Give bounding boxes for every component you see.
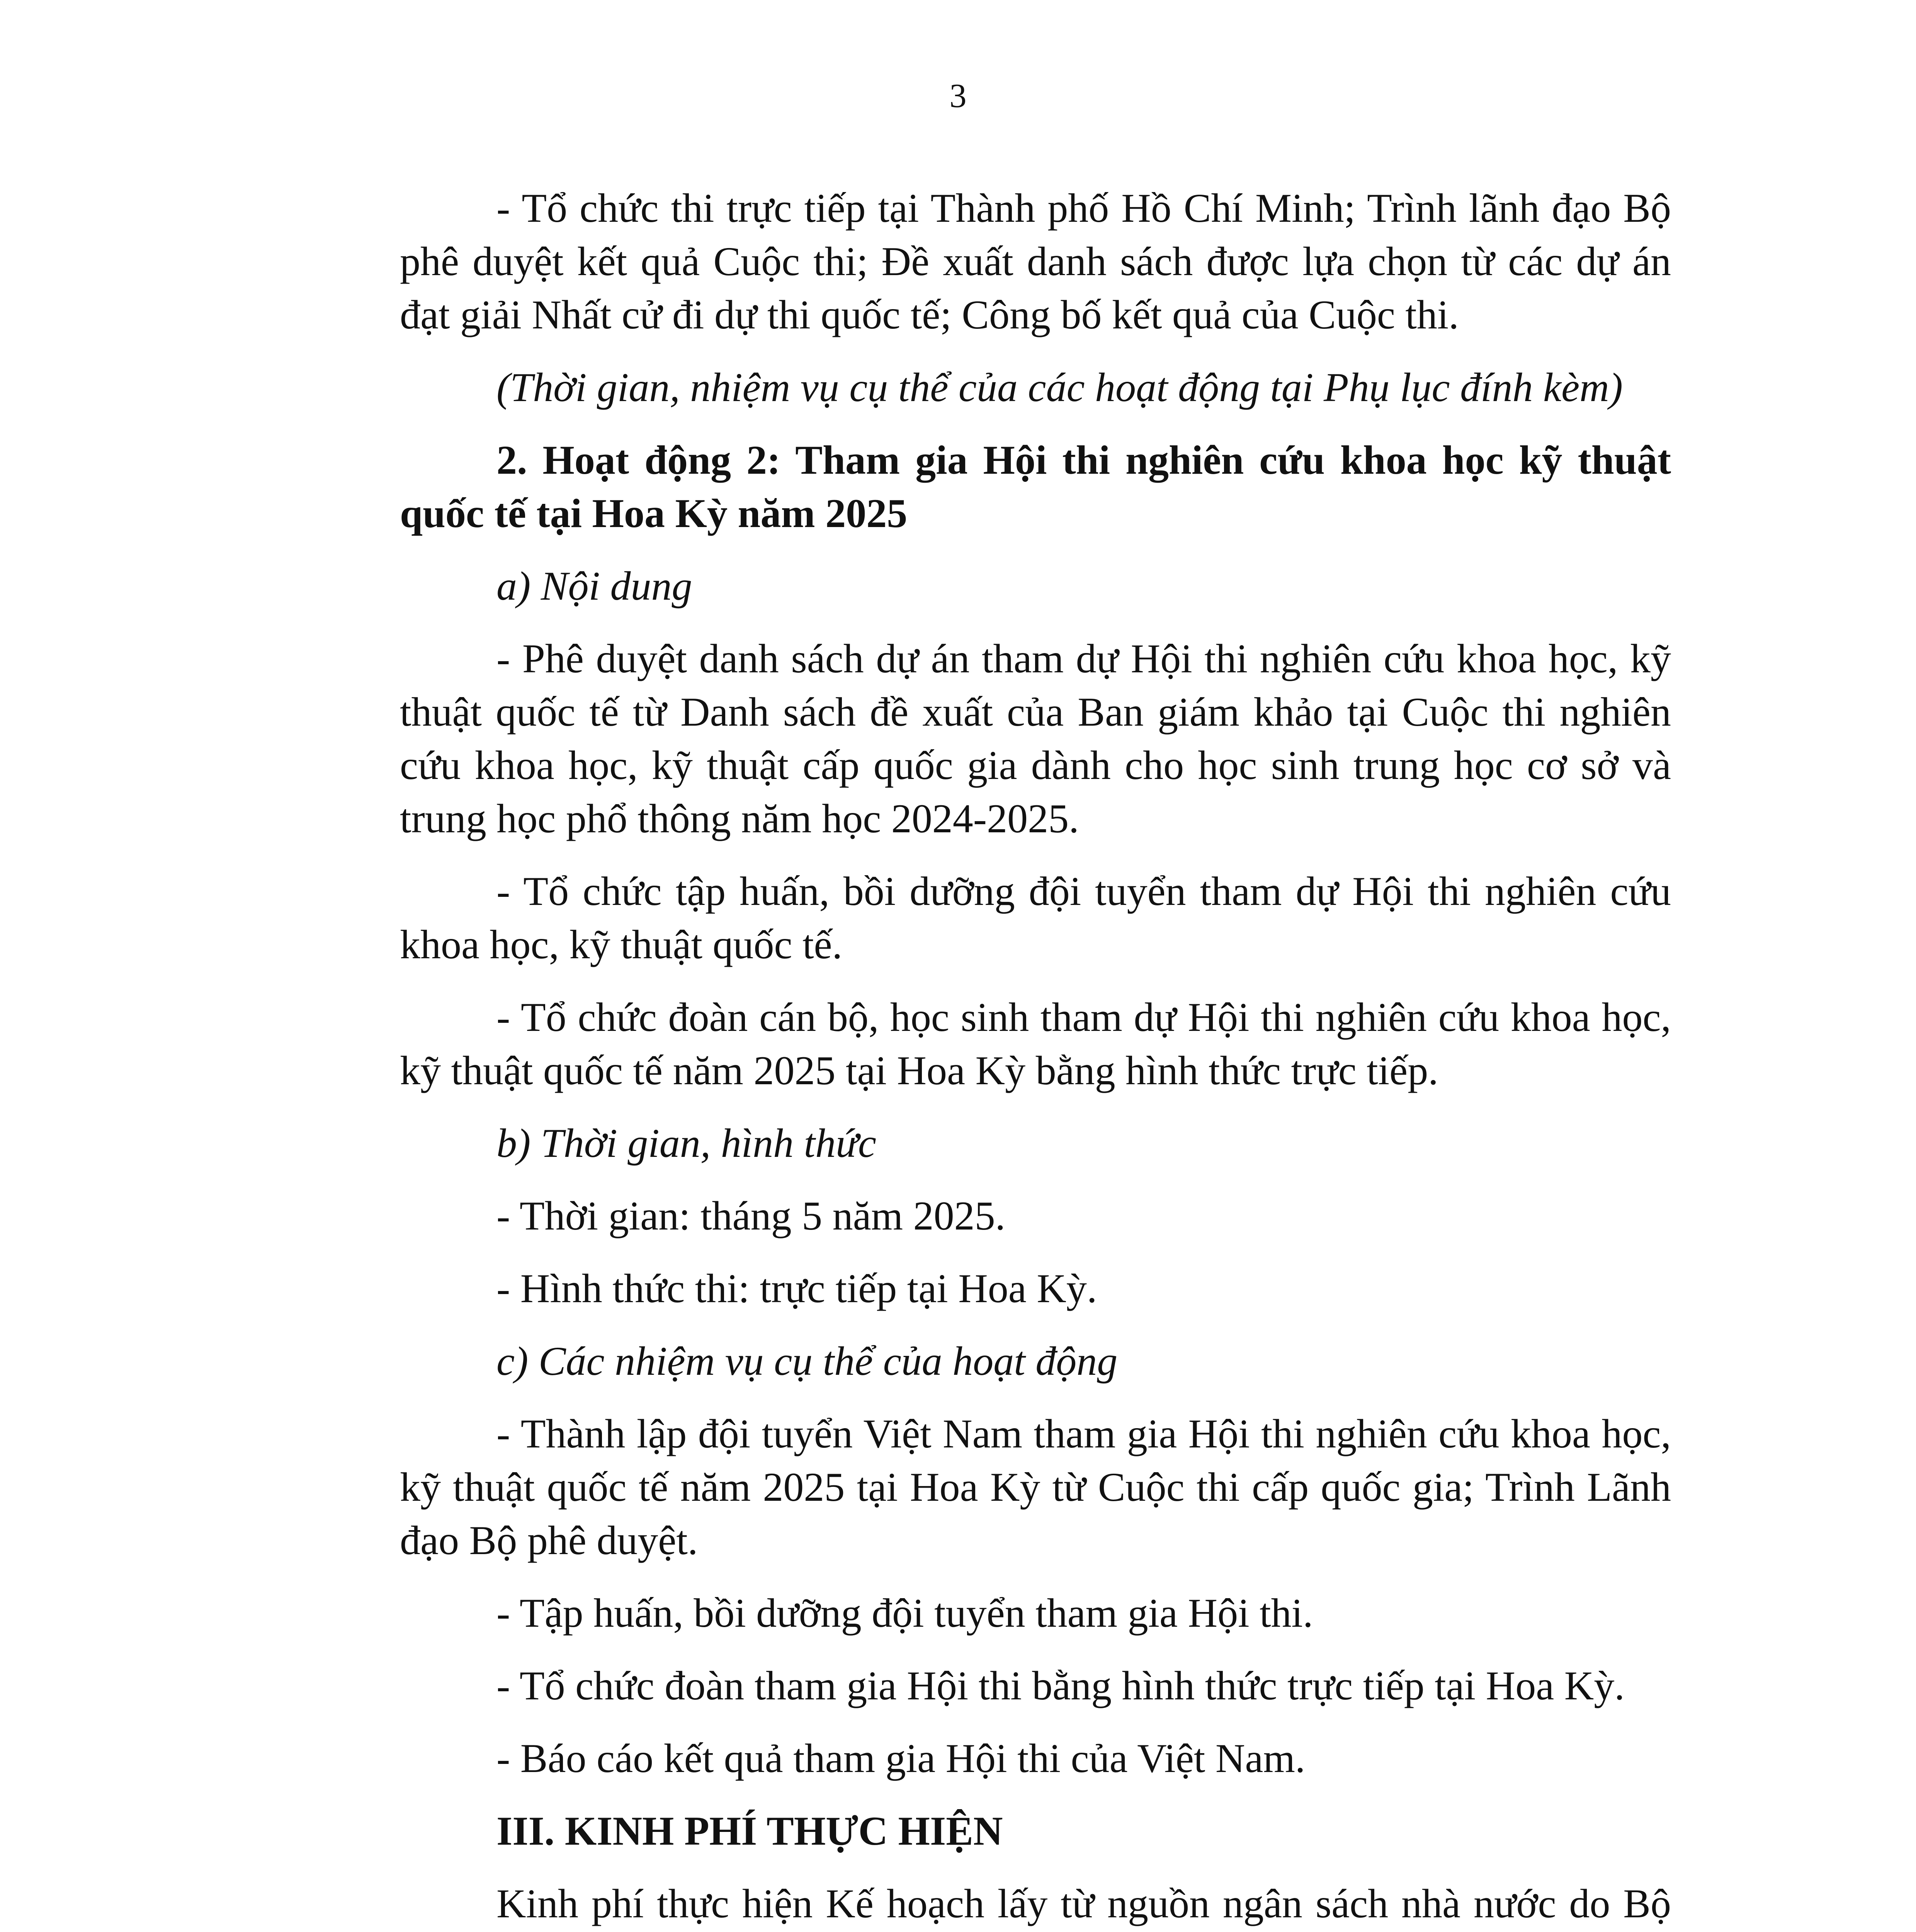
bullet-paragraph: - Tổ chức tập huấn, bồi dưỡng đội tuyển tham dự Hội thi nghiên cứu khoa học, kỹ thuật quốc tế. <box>400 869 1671 967</box>
subsection-tasks-heading: c) Các nhiệm vụ cụ thể của hoạt động <box>496 1338 1118 1384</box>
bullet-paragraph: - Tổ chức thi trực tiếp tại Thành phố Hồ Chí Minh; Trình lãnh đạo Bộ phê duyệt kết quả Cuộc thi; Đề xuất danh sách được lựa chọn từ các dự án đạt giải Nhất cử đi dự thi quốc tế; Công bố kết quả của Cuộc thi. <box>400 185 1671 337</box>
bullet-paragraph: - Báo cáo kết quả tham gia Hội thi của Việt Nam. <box>496 1736 1306 1781</box>
bullet-paragraph: - Thành lập đội tuyển Việt Nam tham gia Hội thi nghiên cứu khoa học, kỹ thuật quốc tế năm 2025 tại Hoa Kỳ từ Cuộc thi cấp quốc gia; Trình Lãnh đạo Bộ phê duyệt. <box>400 1411 1671 1563</box>
bullet-paragraph: - Hình thức thi: trực tiếp tại Hoa Kỳ. <box>496 1266 1097 1311</box>
bullet-paragraph: - Tổ chức đoàn tham gia Hội thi bằng hình thức trực tiếp tại Hoa Kỳ. <box>496 1663 1625 1708</box>
bullet-paragraph: - Tập huấn, bồi dưỡng đội tuyển tham gia Hội thi. <box>496 1590 1313 1636</box>
body-paragraph: Kinh phí thực hiện Kế hoạch lấy từ nguồn ngân sách nhà nước do Bộ <box>496 1881 1671 1926</box>
bullet-paragraph: - Thời gian: tháng 5 năm 2025. <box>496 1193 1006 1238</box>
subsection-content-heading: a) Nội dung <box>496 563 692 609</box>
note-paragraph: (Thời gian, nhiệm vụ cụ thể của các hoạt động tại Phụ lục đính kèm) <box>496 365 1623 410</box>
activity-2-heading: 2. Hoạt động 2: Tham gia Hội thi nghiên cứu khoa học kỹ thuật quốc tế tại Hoa Kỳ năm 2025 <box>400 437 1671 536</box>
bullet-paragraph: - Tổ chức đoàn cán bộ, học sinh tham dự Hội thi nghiên cứu khoa học, kỹ thuật quốc tế năm 2025 tại Hoa Kỳ bằng hình thức trực tiếp. <box>400 995 1671 1093</box>
section-iii-heading: III. KINH PHÍ THỰC HIỆN <box>496 1808 1003 1854</box>
subsection-time-heading: b) Thời gian, hình thức <box>496 1121 876 1166</box>
document-body <box>400 182 1671 1932</box>
page-number: 3 <box>949 77 967 115</box>
bullet-paragraph: - Phê duyệt danh sách dự án tham dự Hội thi nghiên cứu khoa học, kỹ thuật quốc tế từ Danh sách đề xuất của Ban giám khảo tại Cuộc thi nghiên cứu khoa học, kỹ thuật cấp quốc gia dành cho học sinh trung học cơ sở và trung học phổ thông năm học 2024-2025. <box>400 636 1671 841</box>
